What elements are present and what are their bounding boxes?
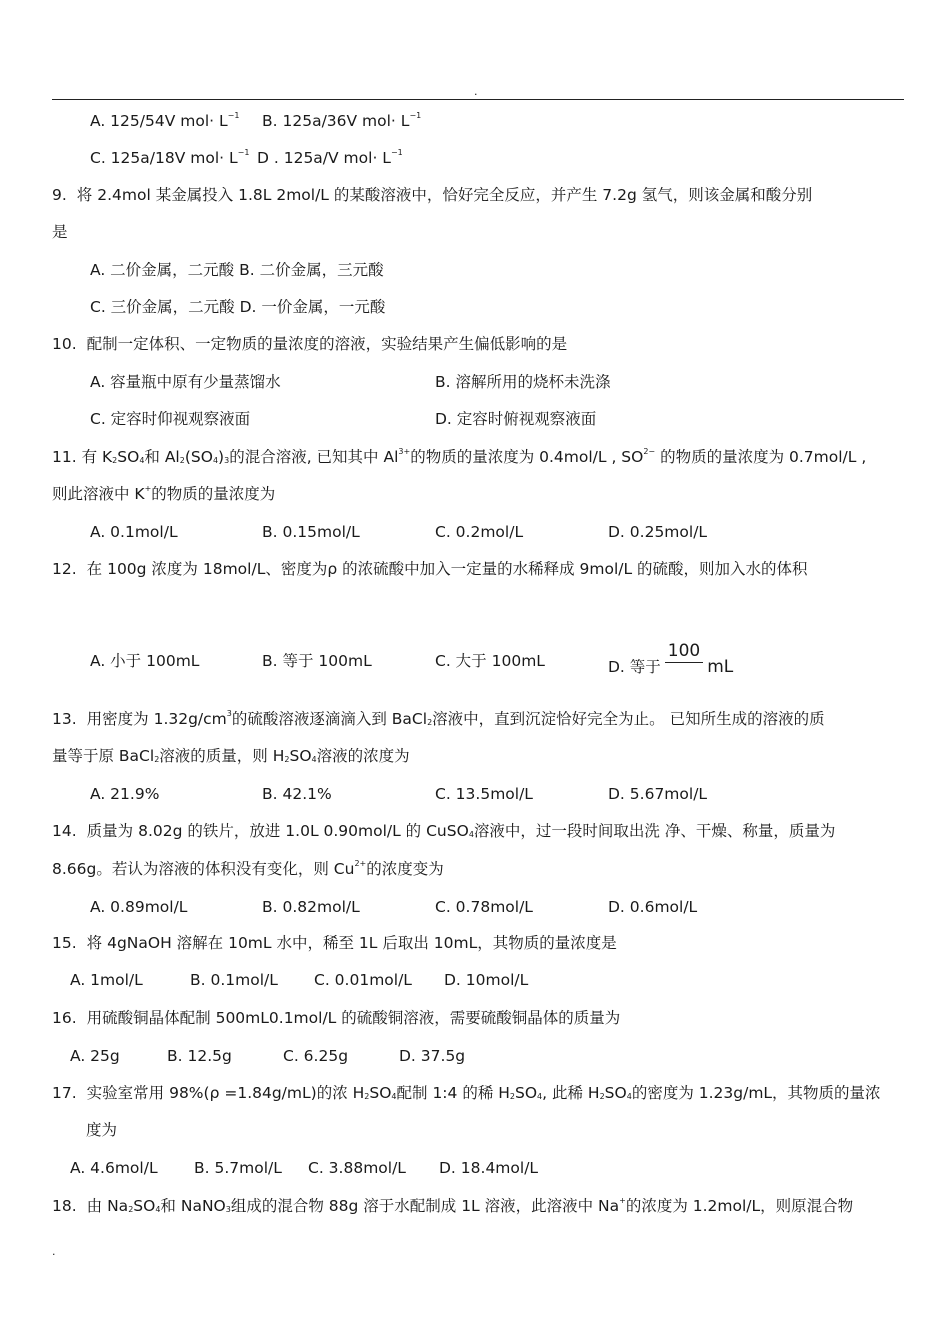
- q12-text: 在 100g 浓度为 18mol/L、密度为ρ 的浓硫酸中加入一定量的水稀释成 9mol/L 的硫酸，则加入水的体积: [86, 560, 808, 578]
- q12-number: 12.: [52, 560, 77, 578]
- q13-option-d: D. 5.67mol/L: [608, 785, 708, 803]
- q15-option-c: C. 0.01mol/L: [314, 971, 412, 989]
- q10-option-d: D. 定容时俯视观察液面: [435, 410, 597, 428]
- q14-stem: 14. 质量为 8.02g 的铁片，放进 1.0L 0.90mol/L 的 CuSO$_4$溶液中，过一段时间取出洗 净、干燥、称量，质量为: [52, 822, 836, 840]
- q11-stem: 11. 有 $K_2SO_4$和 $Al_2(SO_4)_3$的混合溶液, 已知其中 $Al^{3+}$的物质的量浓度为 0.4mol/L , $SO^{2-}$ 的物质的量浓度为 0.7mol/L ,: [52, 447, 867, 466]
- q18-stem: 18. 由 $Na_2SO_4$和 NaNO$_3$组成的混合物 88g 溶于水配制成 1L 溶液，此溶液中 Na+的浓度为 1.2mol/L，则原混合物: [52, 1196, 854, 1215]
- q15-stem: [52, 932, 904, 954]
- q14-stem-cont: 8.66g。若认为溶液的体积没有变化，则 $Cu^{2+}$的浓度变为: [52, 859, 444, 878]
- q12-option-c: C. 大于 100mL: [435, 652, 545, 670]
- q14-option-d: D. 0.6mol/L: [608, 898, 698, 916]
- q9-number: 9.: [52, 186, 67, 204]
- header-mark: .: [474, 85, 478, 98]
- q14-number: 14.: [52, 822, 77, 840]
- q16-number: 16.: [52, 1009, 77, 1027]
- q16-option-a: A. 25g: [70, 1047, 120, 1065]
- q13-number: 13.: [52, 710, 77, 728]
- q12-option-b: B. 等于 100mL: [262, 652, 372, 670]
- q16-option-b: B. 12.5g: [167, 1047, 232, 1065]
- q14-option-b: B. 0.82mol/L: [262, 898, 360, 916]
- q8-option-c: C. 125a/18V $mol\cdot L^{-1}$: [90, 148, 250, 167]
- q13-stem-cont: 量等于原 BaCl$_2$溶液的质量，则 $H_2SO_4$溶液的浓度为: [52, 747, 410, 765]
- q17-stem: 17. 实验室常用 98%(ρ =1.84g/mL)的浓 $H_2SO_4$配制 1:4 的稀 $H_2SO_4$, 此稀 $H_2SO_4$的密度为 1.23g/mL，其物质的量浓: [52, 1084, 881, 1102]
- q16-option-d: D. 37.5g: [399, 1047, 466, 1065]
- q12-option-d: D. 等于 100 mL: [608, 641, 734, 677]
- q9-stem-cont: 是: [52, 223, 68, 241]
- q17-stem-cont: 度为: [86, 1121, 118, 1139]
- q14-option-c: C. 0.78mol/L: [435, 898, 533, 916]
- q13-stem: 13. 用密度为 $1.32g/cm^3$的硫酸溶液逐滴滴入到 BaCl$_2$溶液中，直到沉淀恰好完全为止。 已知所生成的溶液的质: [52, 709, 825, 728]
- q11-option-a: A. 0.1mol/L: [90, 523, 178, 541]
- q10-text: 配制一定体积、一定物质的量浓度的溶液，实验结果产生偏低影响的是: [86, 335, 568, 353]
- q8-option-d: D . 125a/V $mol\cdot L^{-1}$: [257, 148, 403, 167]
- q13-option-a: A. 21.9%: [90, 785, 160, 803]
- q9-options-row-1: A. 二价金属，二元酸 B. 二价金属，三元酸: [90, 261, 384, 279]
- q17-option-c: C. 3.88mol/L: [308, 1159, 406, 1177]
- q15-option-b: B. 0.1mol/L: [190, 971, 278, 989]
- q10-option-b: B. 溶解所用的烧杯未洗涤: [435, 373, 611, 391]
- q14-option-a: A. 0.89mol/L: [90, 898, 188, 916]
- q17-option-b: B. 5.7mol/L: [194, 1159, 282, 1177]
- q9-stem: [52, 184, 904, 206]
- q10-option-c: C. 定容时仰视观察液面: [90, 410, 251, 428]
- q15-option-d: D. 10mol/L: [444, 971, 529, 989]
- footer-mark: .: [52, 1245, 56, 1258]
- q9-text: 将 2.4mol 某金属投入 1.8L 2mol/L 的某酸溶液中，恰好完全反应，并产生 7.2g 氢气，则该金属和酸分别: [76, 186, 813, 204]
- q12-stem: [52, 558, 904, 580]
- q10-number: 10.: [52, 335, 77, 353]
- q11-option-b: B. 0.15mol/L: [262, 523, 360, 541]
- q9-options-row-2: C. 三价金属，二元酸 D. 一价金属，一元酸: [90, 298, 386, 316]
- q12-option-a: A. 小于 100mL: [90, 652, 200, 670]
- q11-option-c: C. 0.2mol/L: [435, 523, 524, 541]
- q15-option-a: A. 1mol/L: [70, 971, 143, 989]
- q8-option-a: A. 125/54V $mol\cdot L^{-1}$: [90, 111, 240, 130]
- header-rule: [52, 99, 904, 100]
- q16-option-c: C. 6.25g: [283, 1047, 349, 1065]
- q11-stem-cont: 则此溶液中 K+的物质的量浓度为: [52, 484, 276, 503]
- q15-text: 将 4gNaOH 溶解在 10mL 水中，稀至 1L 后取出 10mL，其物质的量浓度是: [86, 934, 617, 952]
- q13-option-b: B. 42.1%: [262, 785, 332, 803]
- q11-option-d: D. 0.25mol/L: [608, 523, 708, 541]
- q12-fraction: 100: [665, 640, 703, 675]
- q10-option-a: A. 容量瓶中原有少量蒸馏水: [90, 373, 281, 391]
- q17-option-d: D. 18.4mol/L: [439, 1159, 539, 1177]
- q18-number: 18.: [52, 1197, 77, 1215]
- q13-option-c: C. 13.5mol/L: [435, 785, 533, 803]
- q10-stem: [52, 333, 904, 355]
- q16-stem: [52, 1007, 904, 1029]
- q8-option-b: B. 125a/36V $mol\cdot L^{-1}$: [262, 111, 422, 130]
- q17-option-a: A. 4.6mol/L: [70, 1159, 158, 1177]
- q16-text: 用硫酸铜晶体配制 500mL0.1mol/L 的硫酸铜溶液，需要硫酸铜晶体的质量为: [86, 1009, 621, 1027]
- q15-number: 15.: [52, 934, 77, 952]
- q17-number: 17.: [52, 1084, 77, 1102]
